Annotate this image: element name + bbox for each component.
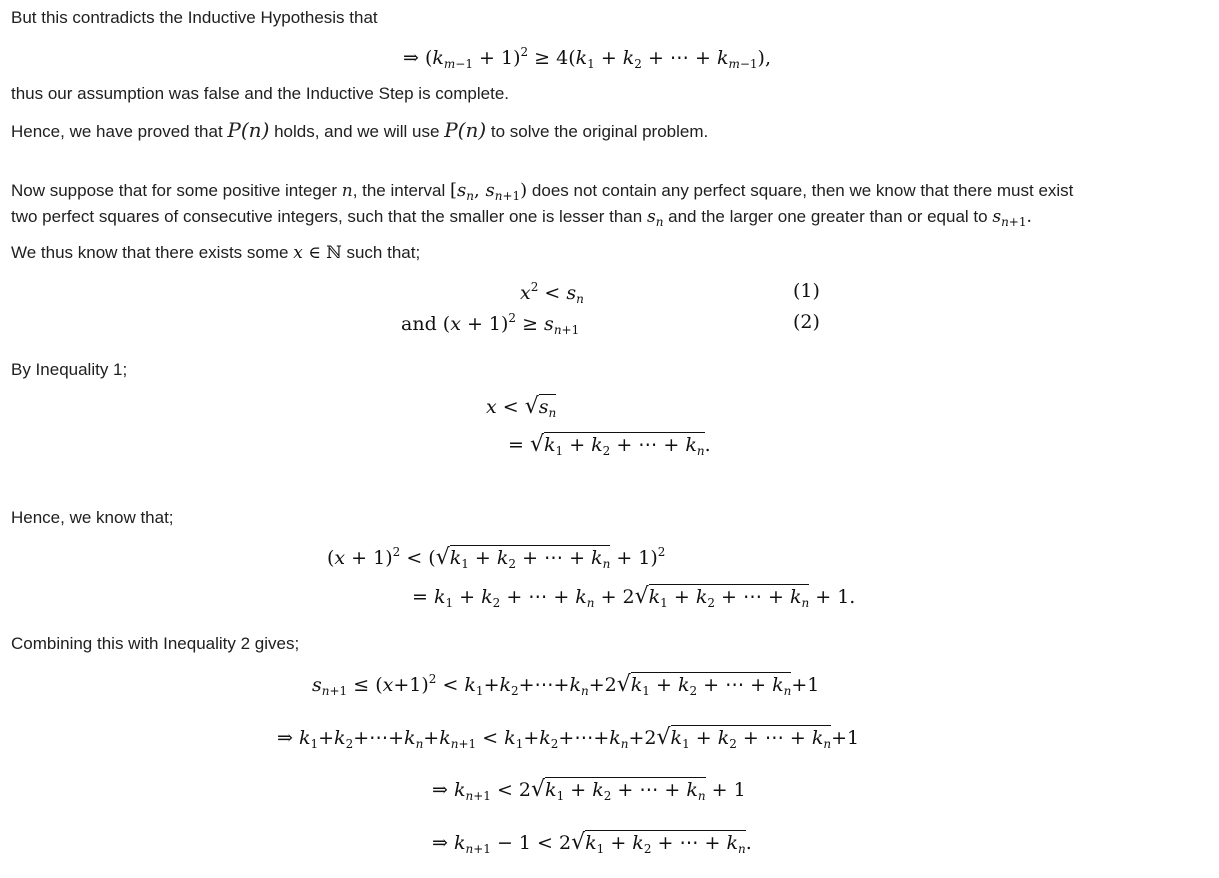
text-part: Hence, we have proved that	[11, 122, 228, 141]
text-part: such that;	[341, 243, 421, 262]
text-line-hence-know: Hence, we know that;	[11, 508, 174, 527]
text-part: Now suppose that for some positive integer	[11, 181, 342, 200]
equation-hypothesis: ⇒ $(k_{m-1} + 1)^2 \ge 4(k_1 + k_2$ + ⋯ + $k_{m-1}$),	[403, 45, 771, 71]
equation-x-lt-sqrt: $x < √s_n$	[486, 394, 557, 420]
text-line-inductive-hypothesis: But this contradicts the Inductive Hypothesis that	[11, 8, 378, 27]
equation-expanded: = $k_1 + k_2$ + ⋯ + $k_n + 2√k_1 + k_2$ + ⋯ + $k_n + 1$.	[412, 584, 856, 610]
text-part: two perfect squares of consecutive integers, such that the smaller one is lesser than	[11, 207, 647, 226]
text-line-suppose	[11, 180, 1073, 207]
text-line-assumption-false: thus our assumption was false and the Inductive Step is complete.	[11, 84, 509, 103]
equation-ineq-1: $x^2 < s_n$	[520, 280, 584, 306]
math-n: n	[341, 181, 353, 201]
math-sn1: $s_{n+1}$.	[992, 207, 1032, 229]
math-interval: [$s_n$, $s_{n+1}$)	[450, 180, 528, 203]
text-part: to solve the original problem.	[486, 122, 709, 141]
equation-chain-4: ⇒ $k_{n+1} - 1 < 2√k_1 + k_2$ + ⋯ + $k_n$.	[432, 830, 752, 856]
equation-tag-2: (2)	[793, 311, 820, 333]
math-pn: P(n)	[444, 118, 487, 142]
text-line-by-ineq-1: By Inequality 1;	[11, 360, 128, 379]
math-sn: $s_n$	[646, 207, 664, 229]
text-part: holds, and we will use	[269, 122, 445, 141]
equation-chain-1: $s_{n+1} \le (x+1)^2$ < $k_1+k_2+\cdots+k_n+2√k_1 + k_2$ + ⋯ + $k_n+1$	[312, 672, 820, 698]
text-part: , the interval	[352, 181, 451, 200]
equation-x1-squared: $(x + 1)^2 < (√k_1 + k_2$ + ⋯ + $k_n + 1)^2$	[327, 545, 666, 571]
text-part: does not contain any perfect square, then we know that there must exist	[527, 181, 1074, 200]
equation-chain-2: ⇒ $k_1+k_2+\cdots+k_n+k_{n+1}$ < $k_1+k_2+\cdots+k_n+2√k_1 + k_2$ + ⋯ + $k_n+1$	[277, 725, 860, 751]
equation-sqrt-sum: = $√k_1 + k_2$ + ⋯ + $k_n$.	[508, 432, 711, 458]
text-line-combining: Combining this with Inequality 2 gives;	[11, 634, 300, 653]
text-part: and the larger one greater than or equal to	[663, 207, 993, 226]
equation-ineq-2: and $(x + 1)^2 \ge s_{n+1}$	[401, 311, 580, 337]
and-word: and	[401, 313, 437, 335]
text-part: We thus know that there exists some	[11, 243, 294, 262]
text-line-proved	[11, 119, 708, 143]
text-line-two-squares	[11, 206, 1032, 233]
math-x-in-n: x ∈ ℕ	[293, 243, 342, 263]
equation-tag-1: (1)	[793, 280, 820, 302]
text-line-exists-x	[11, 242, 420, 264]
math-pn: P(n)	[227, 118, 270, 142]
equation-chain-3: ⇒ $k_{n+1} < 2√k_1 + k_2$ + ⋯ + $k_n + 1$	[432, 777, 746, 803]
